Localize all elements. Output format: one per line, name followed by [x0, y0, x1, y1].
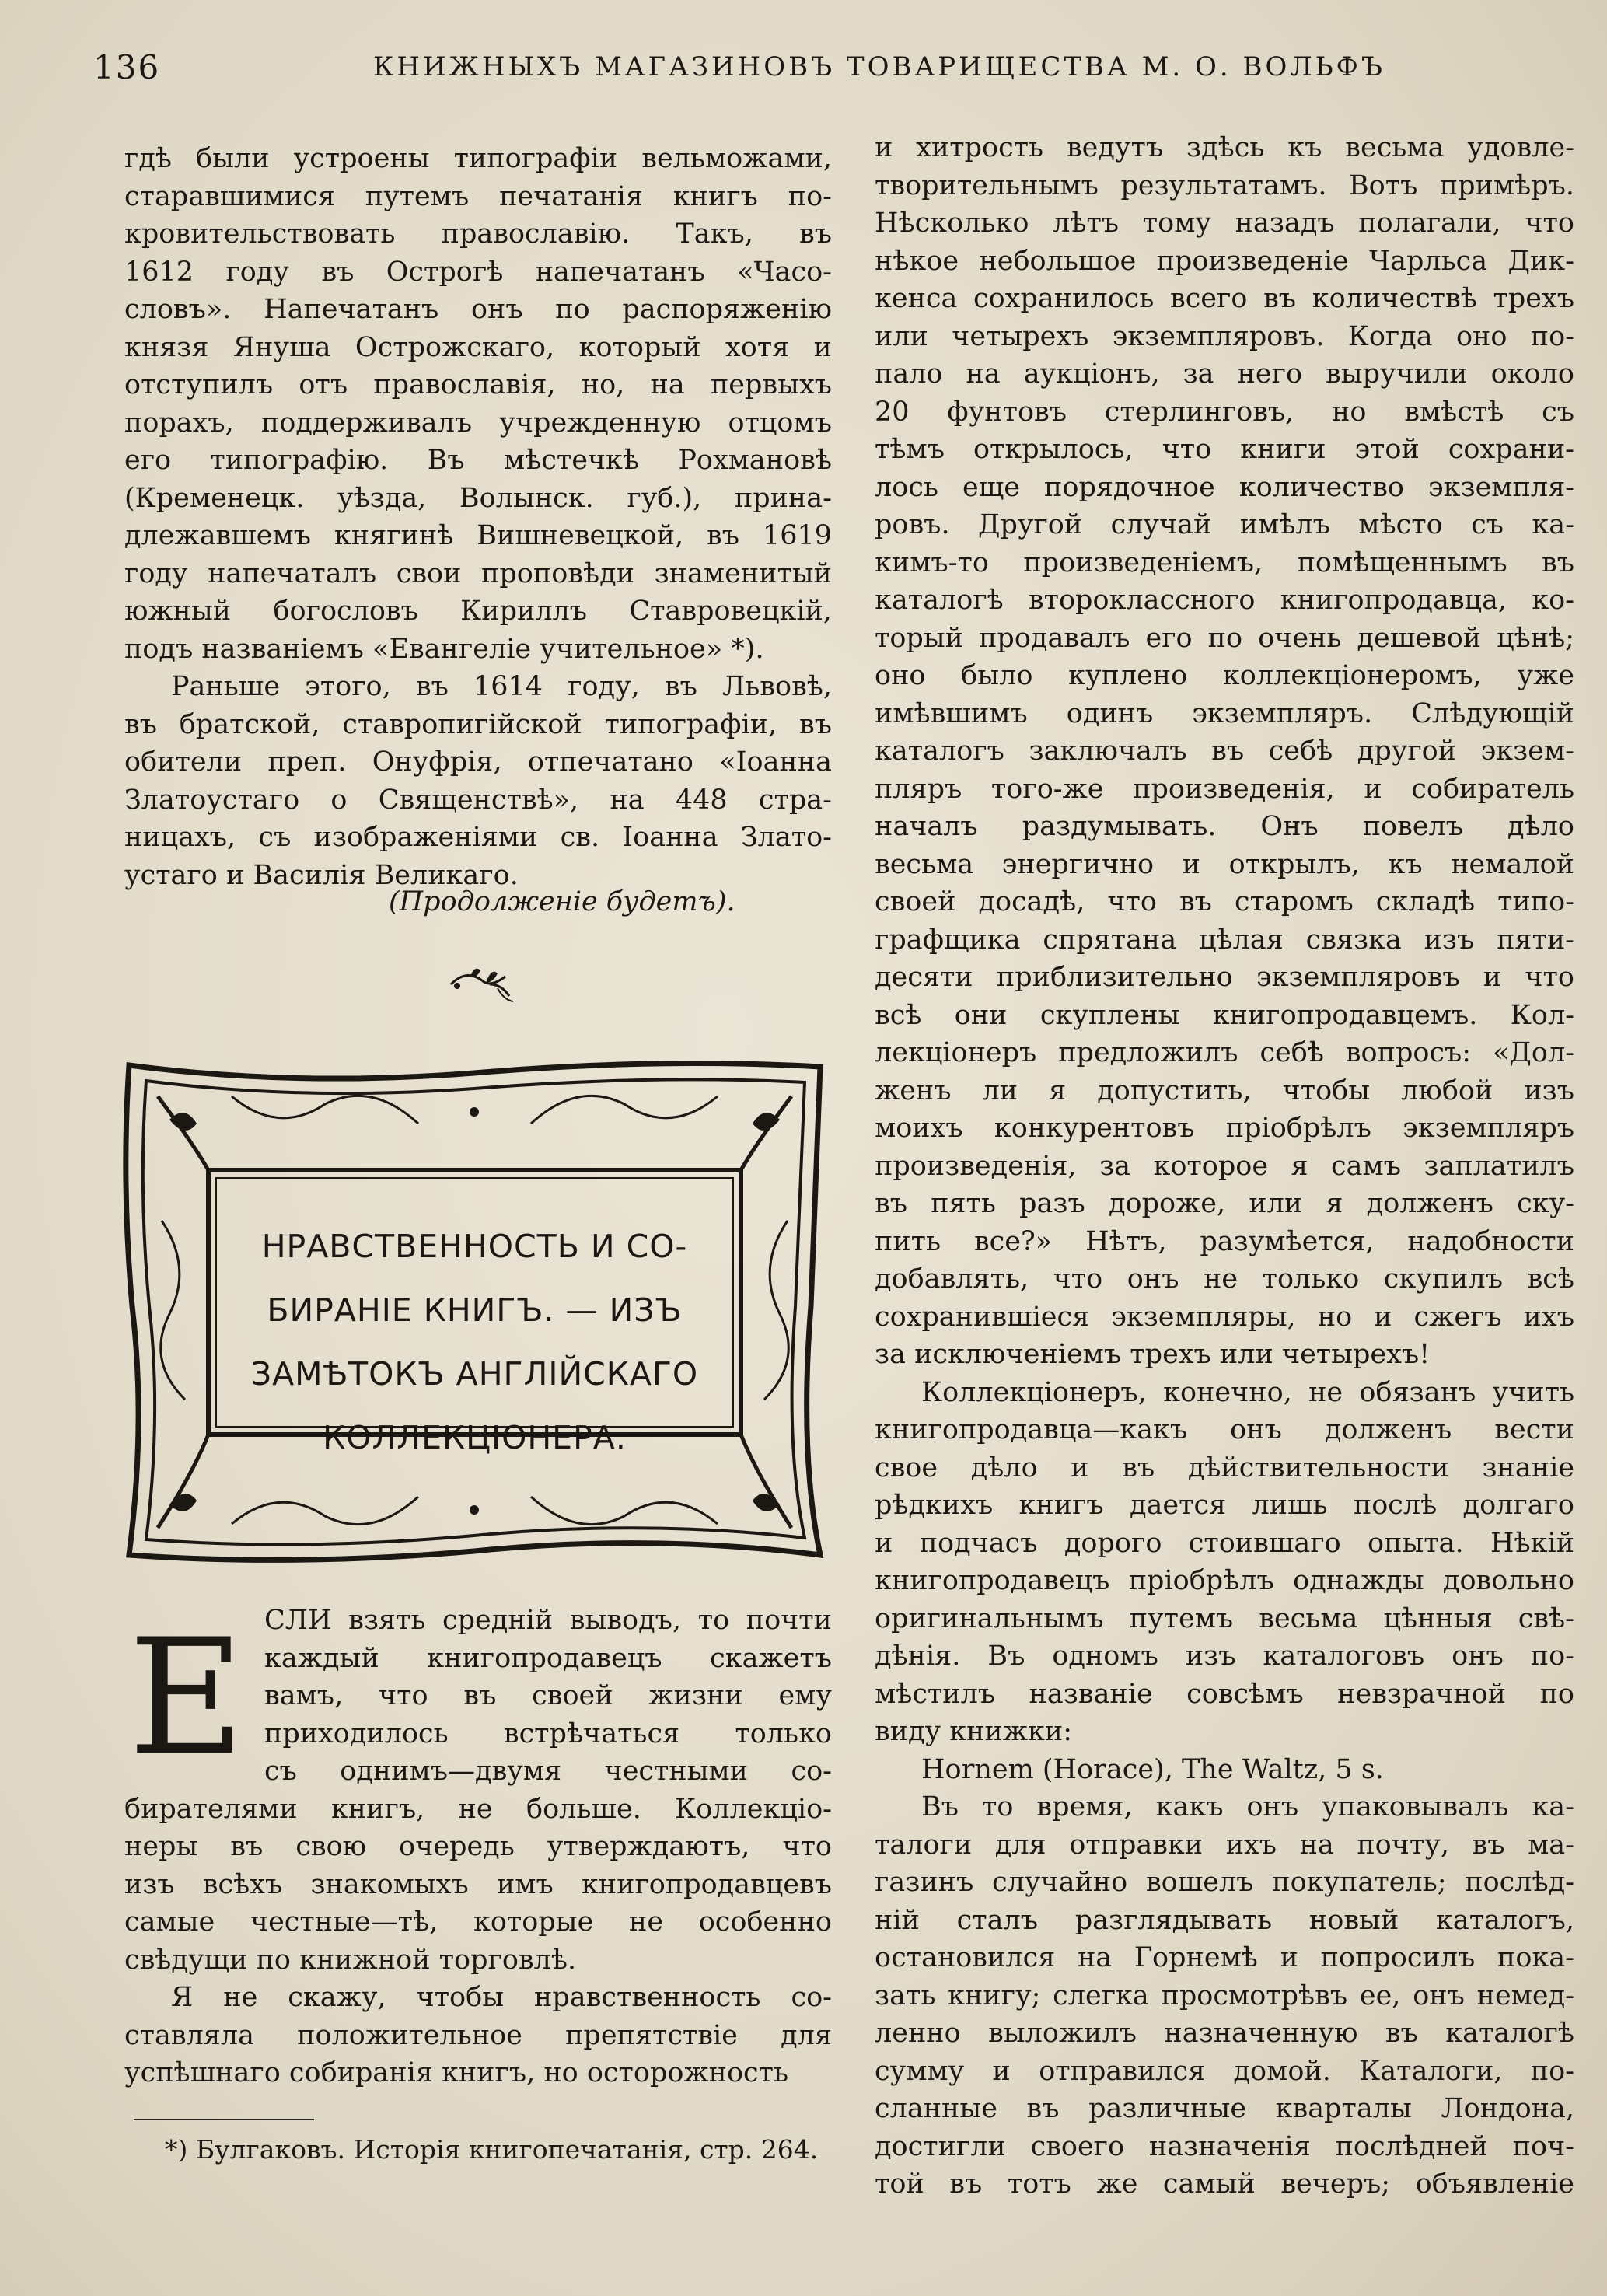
text-line: графщика спрятана цѣлая связка изъ пяти-	[875, 924, 1574, 956]
text-line: зать книгу; слегка просмотрѣвъ ее, онъ немед-	[875, 1980, 1574, 2011]
text-line: книгопродавца—какъ онъ долженъ вести	[875, 1414, 1574, 1445]
text-line: бирателями книгъ, не больше. Коллекціо-	[124, 1793, 832, 1825]
text-line: устаго и Василія Великаго.	[124, 859, 519, 891]
text-line: нѣкое небольшое произведеніе Чарльса Дик-	[875, 245, 1574, 277]
floral-ornament-icon	[443, 953, 521, 1008]
text-line: 1612 году въ Острогѣ напечатанъ «Часо-	[124, 256, 832, 288]
text-line: весьма энергично и открылъ, къ немалой	[875, 848, 1574, 880]
text-line: Я не скажу, чтобы нравственность со-	[171, 1982, 832, 2013]
text-line: книгопродавецъ пріобрѣлъ однажды довольно	[875, 1565, 1574, 1596]
article-title-line: БИРАНІЕ КНИГЪ. — ИЗЪ	[267, 1291, 683, 1329]
text-line: его типографію. Въ мѣстечкѣ Рохмановѣ	[124, 445, 832, 476]
text-line: старавшимися путемъ печатанія книгъ по-	[124, 180, 832, 212]
text-line: ленно выложилъ назначенную въ каталогѣ	[875, 2018, 1574, 2049]
text-line: ставляла положительное препятствіе для	[124, 2019, 832, 2051]
text-line: пало на аукціонъ, за него выручили около	[875, 358, 1574, 390]
text-line: Hornem (Horace), The Waltz, 5 s.	[921, 1753, 1384, 1785]
text-line: Раньше этого, въ 1614 году, въ Львовѣ,	[171, 671, 832, 702]
text-line: подъ названіемъ «Евангеліе учительное» *).	[124, 633, 764, 665]
text-line: ницахъ, съ изображеніями св. Іоанна Злато-	[124, 822, 832, 853]
text-line: оно было куплено коллекціонеромъ, уже	[875, 660, 1574, 691]
text-line: 20 фунтовъ стерлинговъ, но вмѣстѣ съ	[875, 396, 1574, 428]
text-line: каталогѣ второклассного книгопродавца, ко-	[875, 585, 1574, 616]
text-line: торый продавалъ его по очень дешевой цѣнѣ;	[875, 622, 1574, 654]
text-line: началъ раздумывать. Онъ повелъ дѣло	[875, 811, 1574, 842]
text-line: оригинальнымъ путемъ весьма цѣнныя свѣ-	[875, 1602, 1574, 1634]
text-line: году напечаталъ свои проповѣди знаменитый	[124, 557, 832, 589]
footnote: *) Булгаковъ. Исторія книгопечатанія, стр. 264.	[165, 2134, 819, 2165]
text-line: тѣмъ открылось, что книги этой сохрани-	[875, 434, 1574, 465]
text-line: талоги для отправки ихъ на почту, въ ма-	[875, 1829, 1574, 1861]
text-line: рѣдкихъ книгъ дается лишь послѣ долгаго	[875, 1490, 1574, 1521]
article-title	[212, 1174, 737, 1456]
page-header	[93, 48, 1555, 95]
text-line: Коллекціонеръ, конечно, не обязанъ учить	[921, 1376, 1574, 1408]
text-line: десяти приблизительно экземпляровъ и что	[875, 962, 1574, 993]
text-line: СЛИ взять среднiй выводъ, то почти	[264, 1605, 832, 1636]
text-line: своей досадѣ, что въ старомъ складѣ типо-	[875, 886, 1574, 917]
text-line: въ братской, ставропигійской типографіи, въ	[124, 708, 832, 740]
article-title-frame	[123, 1050, 826, 1571]
text-line: мѣстилъ названіе совсѣмъ невзрачной по	[875, 1678, 1574, 1710]
text-line: всѣ они скуплены книгопродавцемъ. Кол-	[875, 999, 1574, 1031]
text-line: или четырехъ экземпляровъ. Когда оно по-	[875, 320, 1574, 352]
text-line: обители преп. Онуфрія, отпечатано «Іоанна	[124, 746, 832, 778]
text-line: успѣшнаго собиранія книгъ, но осторожность	[124, 2057, 789, 2088]
text-line: газинъ случайно вошелъ покупатель; послѣд-	[875, 1867, 1574, 1898]
text-line: длежавшемъ княгинѣ Вишневецкой, въ 1619	[124, 520, 832, 551]
text-line: Златоустаго о Священствѣ», на 448 стра-	[124, 784, 832, 816]
text-line: порахъ, поддерживалъ учрежденную отцомъ	[124, 407, 832, 439]
text-line: кенса сохранилось всего въ количествѣ трехъ	[875, 283, 1574, 314]
text-line: Въ то время, какъ онъ упаковывалъ ка-	[921, 1791, 1574, 1822]
text-line: за исключеніемъ трехъ или четырехъ!	[875, 1339, 1431, 1370]
text-line: каталогъ заключалъ въ себѣ другой экзем-	[875, 736, 1574, 767]
left-column-text	[124, 140, 832, 894]
text-line: князя Януша Острожскаго, который хотя и	[124, 331, 832, 363]
text-line: (Кременецк. уѣзда, Волынск. губ.), прина-	[124, 482, 832, 514]
text-line: произведенія, за которое я самъ заплатилъ	[875, 1150, 1574, 1182]
text-line: сохранившіеся экземпляры, но и сжегъ ихъ	[875, 1301, 1574, 1333]
text-line: кровительствовать православію. Такъ, въ	[124, 218, 832, 250]
text-line: сумму и отправился домой. Каталоги, по-	[875, 2055, 1574, 2087]
text-line: творительнымъ результатамъ. Вотъ примѣръ.	[875, 169, 1574, 201]
text-line: неры въ свою очередь утверждаютъ, что	[124, 1831, 832, 1862]
text-line: сланные въ различные кварталы Лондона,	[875, 2093, 1574, 2124]
text-line: имѣвшимъ одинъ экземпляръ. Слѣдующій	[875, 697, 1574, 729]
text-line: каждый книгопродавецъ скажетъ	[264, 1642, 832, 1674]
text-line: словъ». Напечатанъ онъ по распоряженію	[124, 294, 832, 325]
running-head: КНИЖНЫХЪ МАГАЗИНОВЪ ТОВАРИЩЕСТВА М. О. ВОЛЬФЪ	[373, 51, 1385, 82]
text-line: приходилось встрѣчаться только	[264, 1718, 832, 1749]
text-line: съ однимъ—двумя честными со-	[264, 1756, 832, 1787]
page-number: 136	[93, 48, 161, 86]
text-line: Нѣсколько лѣтъ тому назадъ полагали, что	[875, 208, 1574, 239]
text-line: самые честные—тѣ, которые не особенно	[124, 1906, 832, 1938]
text-line: добавлять, что онъ не только скупилъ всѣ	[875, 1263, 1574, 1295]
text-line: моихъ конкурентовъ пріобрѣлъ экземпляръ	[875, 1113, 1574, 1144]
text-line: достигли своего назначенія послѣдней поч-	[875, 2130, 1574, 2162]
text-line: пляръ того-же произведенія, и собиратель	[875, 773, 1574, 805]
to-be-continued-note: (Продолженіе будетъ).	[389, 886, 735, 917]
article-body-left	[124, 1602, 832, 2092]
text-line: той въ тотъ же самый вечеръ; объявленіе	[875, 2168, 1574, 2200]
text-line: гдѣ были устроены типографіи вельможами,	[124, 143, 832, 174]
article-title-line: КОЛЛЕКЦІОНЕРА.	[323, 1419, 627, 1456]
text-line: виду книжки:	[875, 1716, 1073, 1747]
text-line: женъ ли я допустить, чтобы любой изъ	[875, 1075, 1574, 1106]
text-line: вамъ, что въ своей жизни ему	[264, 1680, 832, 1711]
text-line: лось еще порядочное количество экземпля-	[875, 471, 1574, 503]
text-line: и подчасъ дорого стоившаго опыта. Нѣкій	[875, 1527, 1574, 1559]
text-line: въ пять разъ дороже, или я долженъ ску-	[875, 1188, 1574, 1219]
footnote-rule	[134, 2119, 314, 2120]
text-line: кимъ-то произведеніемъ, помѣщеннымъ въ	[875, 547, 1574, 578]
text-line: остановился на Горнемѣ и попросилъ пока-	[875, 1942, 1574, 1973]
drop-cap-letter: Е	[128, 1606, 245, 1791]
text-line: изъ всѣхъ знакомыхъ имъ книгопродавцевъ	[124, 1868, 832, 1900]
text-line: лекціонеръ предложилъ себѣ вопросъ: «Дол-	[875, 1037, 1574, 1068]
text-line: пить все?» Нѣтъ, разумѣется, надобности	[875, 1225, 1574, 1257]
text-line: свое дѣло и въ дѣйствительности знаніе	[875, 1452, 1574, 1483]
text-line: ровъ. Другой случай имѣлъ мѣсто съ ка-	[875, 509, 1574, 540]
text-line: отступилъ отъ православія, но, на первыхъ	[124, 369, 832, 400]
right-column-text	[875, 129, 1574, 2203]
text-line: южный богословъ Кириллъ Ставровецкій,	[124, 596, 832, 627]
article-title-line: НРАВСТВЕННОСТЬ И СО-	[261, 1228, 688, 1265]
text-line: и хитрость ведутъ здѣсь къ весьма удовле-	[875, 132, 1574, 163]
text-line: ній сталъ разглядывать новый каталогъ,	[875, 1904, 1574, 1936]
text-line: свѣдущи по книжной торговлѣ.	[124, 1944, 577, 1976]
article-title-line: ЗАМѢТОКЪ АНГЛІЙСКАГО	[250, 1355, 699, 1393]
text-line: дѣнія. Въ одномъ изъ каталоговъ онъ по-	[875, 1641, 1574, 1672]
